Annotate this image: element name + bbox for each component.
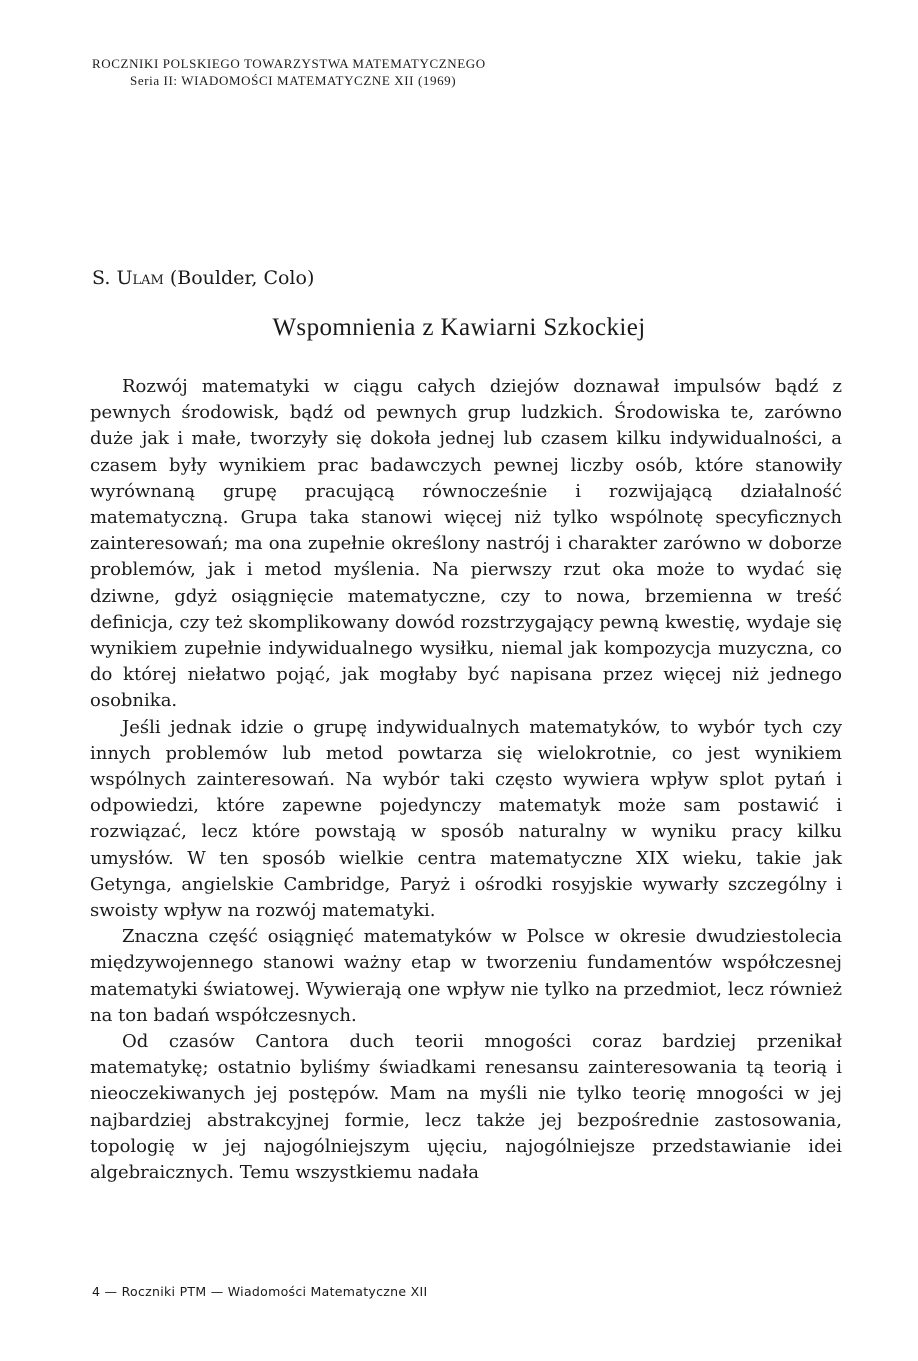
author-affiliation: (Boulder, Colo) [169,267,315,289]
author-line [92,266,314,290]
paragraph: Jeśli jednak idzie o grupę indywidualnych matematyków, to wybór tych czy innych problemów lub metod powtarza się wielokrotnie, co jest wynikiem wspólnych zainteresowań. Na wybór taki często wywiera wpływ splot pytań i odpowiedzi, które zapewne pojedynczy matematyk może sam postawić i rozwiązać, lecz które powstają w sposób naturalny w wyniku pracy kilku umysłów. W ten sposób wielkie centra matematyczne XIX wieku, takie jak Getynga, angielskie Cambridge, Paryż i ośrodki rosyjskie wywarły szczególny i swoisty wpływ na rozwój matematyki. [90,716,842,922]
journal-name: ROCZNIKI POLSKIEGO TOWARZYSTWA MATEMATYCZNEGO [92,56,486,71]
author-initial: S. [92,267,111,289]
paragraph: Rozwój matematyki w ciągu całych dziejów doznawał impulsów bądź z pewnych środowisk, bądź od pewnych grup ludzkich. Środowiska te, zarówno duże jak i małe, tworzyły się dokoła jednej lub czasem kilku indywidualności, a czasem były wynikiem prac badawczych pewnej liczby osób, które stanowiły wyrównaną grupę pracującą równocześnie i rozwijającą działalność matematyczną. Grupa taka stanowi więcej niż tylko wspólnotę specyficznych zainteresowań; ma ona zupełnie określony nastrój i charakter zarówno w doborze problemów, jak i metod myślenia. Na pierwszy rzut oka może to wydać się dziwne, gdyż osiągnięcie matematyczne, czy to nowa, brzemienna w treść definicja, czy też skomplikowany dowód rozstrzygający pewną kwestię, wydaje się wynikiem zupełnie indywidualnego wysiłku, niemal jak kompozycja muzyczna, co do której niełatwo pojąć, jak mogłaby być napisana przez więcej niż jednego osobnika. [90,376,842,712]
paragraph: Znaczna część osiągnięć matematyków w Polsce w okresie dwudziestolecia międzywojennego stanowi ważny etap w tworzeniu fundamentów współczesnej matematyki światowej. Wywierają one wpływ nie tylko na przedmiot, lecz również na ton badań współczesnych. [90,926,842,1026]
paragraph: Od czasów Cantora duch teorii mnogości coraz bardziej przenikał matematykę; ostatnio byliśmy świadkami renesansu zainteresowania tą teorią i nieoczekiwanych jej postępów. Mam na myśli nie tylko teorię mnogości w jej najbardziej abstrakcyjnej formie, lecz także jej bezpośrednie zastosowania, topologię w jej najogólniejszym ujęciu, najogólniejsze przedstawianie idei algebraicznych. Temu wszystkiemu nadała [90,1031,842,1184]
running-header [92,55,832,89]
article-title: Wspomnienia z Kawiarni Szkockiej [272,314,646,341]
article-body [90,374,842,1186]
page-footer: 4 — Roczniki PTM — Wiadomości Matematyczne XII [92,1284,428,1299]
series-line: Seria II: WIADOMOŚCI MATEMATYCZNE XII (1969) [130,73,457,88]
author-surname: Ulam [116,267,164,289]
